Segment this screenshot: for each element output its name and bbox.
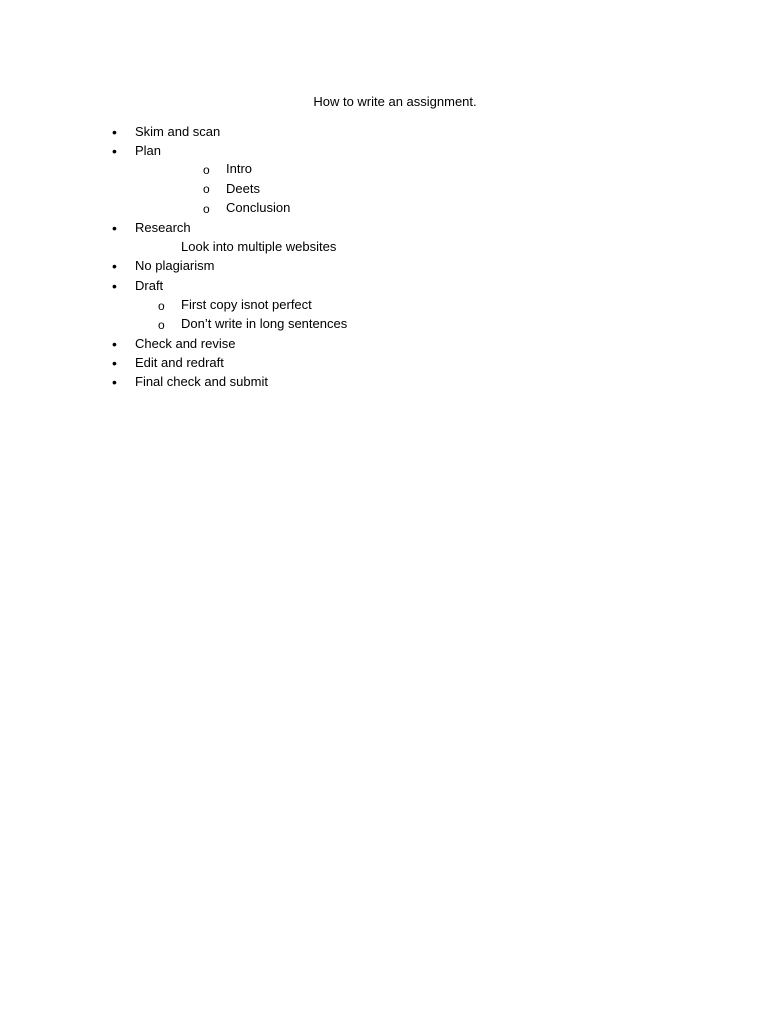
bullet-icon: • [112,220,117,236]
sub-list-item: Intro [226,161,253,176]
sub-list-item: Don’t write in long sentences [181,316,348,331]
bullet-icon: • [112,336,117,352]
circle-bullet-icon: o [203,163,210,177]
bullet-icon: • [112,374,117,390]
bullet-icon: • [112,143,117,159]
bullet-icon: • [112,258,117,274]
document-title: How to write an assignment. [313,94,477,109]
list-item: No plagiarism [135,258,215,273]
list-item: Check and revise [135,336,236,351]
list-item: Plan [135,143,162,158]
bullet-icon: • [112,278,117,294]
list-item: Edit and redraft [135,355,224,370]
sub-list-item: Deets [226,181,260,196]
circle-bullet-icon: o [158,318,165,332]
bullet-icon: • [112,124,117,140]
bullet-icon: • [112,355,117,371]
circle-bullet-icon: o [203,202,210,216]
circle-bullet-icon: o [203,182,210,196]
sub-list-item: Conclusion [226,200,291,215]
list-item: Draft [135,278,164,293]
circle-bullet-icon: o [158,299,165,313]
list-item: Final check and submit [135,374,268,389]
list-item: Research [135,220,191,235]
list-item: Skim and scan [135,124,221,139]
list-item-note: Look into multiple websites [181,239,337,254]
sub-list-item: First copy isnot perfect [181,297,312,312]
